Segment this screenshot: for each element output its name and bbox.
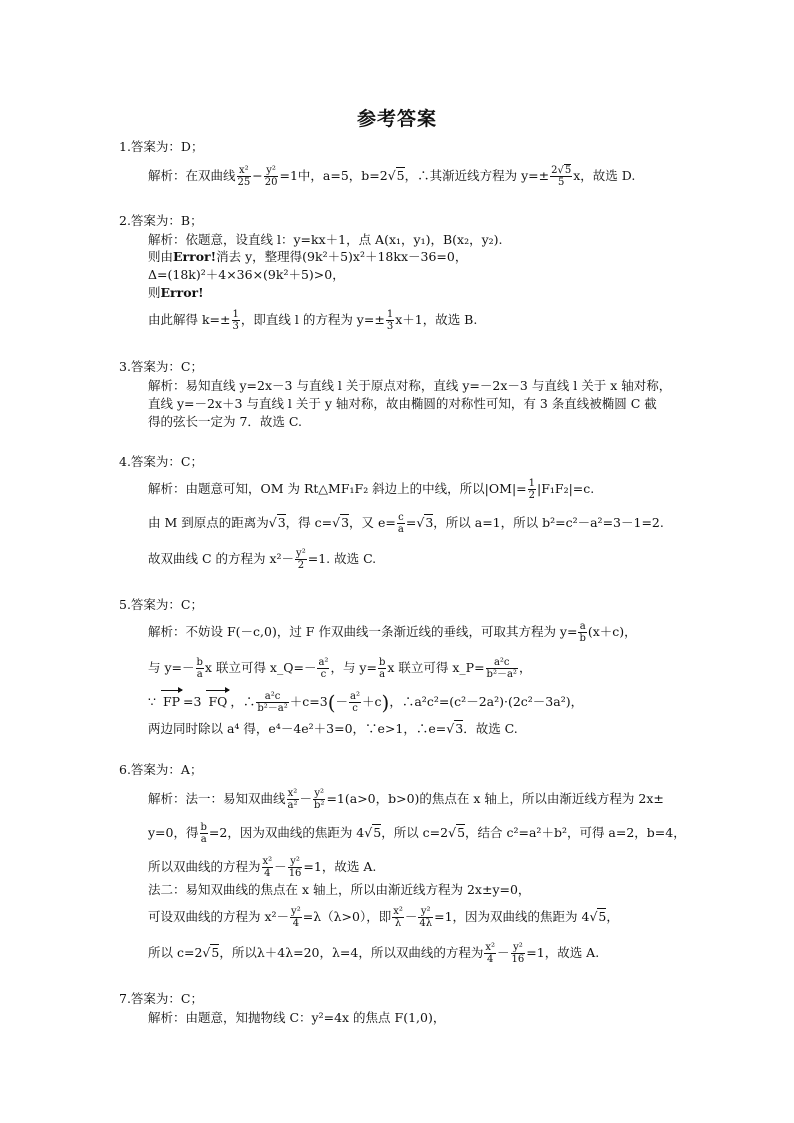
q2-line-2: 则由Error!消去 y，整理得(9k²＋5)x²＋18kx－36=0， <box>148 249 468 264</box>
fraction: $\frac{\text{x²}}{\text{a²}}$ <box>287 788 298 811</box>
fraction: $\frac{b}{a}$ <box>196 657 203 680</box>
q3-answer: 3.答案为：C； <box>119 359 203 374</box>
q5-line-3: ∵ FP =3 FQ ，∴ $\frac{\text{a²c}}{\text{b²－a²}}$ ＋c=3(－ $\frac{\text{a²}}{c}$ ＋c)，∴a²c²=(c²－2a²)·(2c²－3a²)， <box>148 690 584 715</box>
q6-line-6: 所以 c=2√5，所以λ＋4λ=20，λ=4，所以双曲线的方程为 $\frac{\text{x²}}{4}$ － $\frac{\text{y²}}{16}$ =1，故选 A. <box>148 942 600 965</box>
q6-line-5: 可设双曲线的方程为 x²－ $\frac{\text{y²}}{4}$ =λ（λ>0），即 $\frac{\text{x²}}{\lambda}$ － $\frac{\text{y²}}{4\lambda}$ =1，因为双曲线的焦距为 4√5， <box>148 906 619 929</box>
q5-answer: 5.答案为：C； <box>119 597 203 612</box>
q2-line-3: Δ=(18k)²＋4×36×(9k²＋5)>0， <box>148 267 345 282</box>
error-text: Error! <box>160 285 204 300</box>
q5-line-2: 与 y=－ $\frac{b}{a}$ x 联立可得 x_Q=－ $\frac{\text{a²}}{c}$ ，与 y= $\frac{b}{a}$ x 联立可得 x_P= $\frac{\text{a²c}}{\text{b²－a²}}$ ， <box>148 657 532 680</box>
q6-line-2: y=0，得 $\frac{b}{a}$ =2，因为双曲线的焦距为 4√5，所以 c=2√5，结合 c²=a²＋b²，可得 a=2，b=4， <box>148 822 686 845</box>
q6-line-3: 所以双曲线的方程为 $\frac{\text{x²}}{4}$ － $\frac{\text{y²}}{16}$ =1，故选 A. <box>148 856 377 879</box>
fraction: $\frac{\text{x²}}{\lambda}$ <box>393 906 403 929</box>
fraction: $\frac{\text{a²}}{c}$ <box>318 657 329 680</box>
page-title: 参考答案 <box>356 108 437 130</box>
q7-answer: 7.答案为：C； <box>119 991 203 1006</box>
fraction: $\frac{\text{y²}}{2}$ <box>296 548 306 571</box>
q3-line-2: 直线 y=－2x＋3 与直线 l 关于 y 轴对称，故由椭圆的对称性可知，有 3 条直线被椭圆 C 截 <box>148 396 657 411</box>
q4-answer: 4.答案为：C； <box>119 454 203 469</box>
q4-line-2: 由 M 到原点的距离为√3，得 c=√3，又 e= $\frac{c}{a}$ =√3，所以 a=1，所以 b²=c²－a²=3－1=2. <box>148 512 664 535</box>
fraction: $\frac{b}{a}$ <box>200 822 207 845</box>
fraction: $\frac{\text{x²}}{4}$ <box>262 856 273 879</box>
q2-line-1: 解析：依题意，设直线 l：y=kx＋1，点 A(x₁，y₁)，B(x₂，y₂). <box>148 232 503 247</box>
q1-answer: 1.答案为：D； <box>119 139 204 154</box>
fraction: $\frac{\text{y²}}{16}$ <box>511 942 525 965</box>
q2-line-4: 则Error! <box>148 285 204 300</box>
fraction: $\frac{\text{x²}}{25}$ <box>237 165 251 188</box>
q6-line-1: 解析：法一：易知双曲线 $\frac{\text{x²}}{\text{a²}}$ － $\frac{\text{y²}}{\text{b²}}$ =1(a>0，b>0)的焦点在 x 轴上，所以由渐近线方程为 2x± <box>148 788 664 811</box>
fraction: $\frac{2√5}{5}$ <box>551 165 572 188</box>
error-text: Error! <box>173 249 217 264</box>
q7-line-1: 解析：由题意，知抛物线 C：y²=4x 的焦点 F(1,0)， <box>148 1010 446 1025</box>
fraction: $\frac{\text{a²c}}{\text{b²－a²}}$ <box>257 691 288 714</box>
fraction: $\frac{\text{y²}}{4\lambda}$ <box>419 906 433 929</box>
q3-line-3: 得的弦长一定为 7．故选 C. <box>148 414 302 429</box>
fraction: $\frac{\text{x²}}{4}$ <box>485 942 496 965</box>
fraction: $\frac{1}{2}$ <box>528 478 536 501</box>
q1-solution-line: 解析：在双曲线 $\frac{\text{x²}}{25}$ − $\frac{\text{y²}}{20}$ =1中，a=5，b=2√5，∴其渐近线方程为 y=± $\frac{2√5}{5}$ x，故选 D. <box>148 165 636 188</box>
q5-line-4: 两边同时除以 a⁴ 得，e⁴－4e²＋3=0，∵e>1，∴e=√3．故选 C. <box>148 721 518 736</box>
q2-line-5: 由此解得 k=± $\frac{1}{3}$ ，即直线 l 的方程为 y=± $\frac{1}{3}$ x＋1，故选 B. <box>148 309 478 332</box>
fraction: $\frac{1}{3}$ <box>232 309 239 332</box>
q4-line-1: 解析：由题意可知，OM 为 Rt△MF₁F₂ 斜边上的中线，所以|OM|= $\frac{1}{2}$ |F₁F₂|=c. <box>148 478 595 501</box>
vector-fp: FP <box>160 694 183 710</box>
fraction: $\frac{a}{b}$ <box>579 621 586 644</box>
q4-line-3: 故双曲线 C 的方程为 x²－ $\frac{\text{y²}}{2}$ =1. 故选 C. <box>148 548 377 571</box>
q5-line-1: 解析：不妨设 F(－c,0)，过 F 作双曲线一条渐近线的垂线，可取其方程为 y= $\frac{a}{b}$ (x＋c)， <box>148 621 637 644</box>
fraction: $\frac{b}{a}$ <box>378 657 386 680</box>
fraction: $\frac{1}{3}$ <box>386 309 394 332</box>
fraction: $\frac{\text{y²}}{16}$ <box>288 856 302 879</box>
q6-answer: 6.答案为：A； <box>119 762 203 777</box>
q2-answer: 2.答案为：B； <box>119 213 203 228</box>
fraction: $\frac{\text{y²}}{20}$ <box>264 165 278 188</box>
fraction: $\frac{\text{a²c}}{\text{b²－a²}}$ <box>486 657 517 680</box>
fraction: $\frac{\text{y²}}{\text{b²}}$ <box>314 788 325 811</box>
q6-line-4: 法二：易知双曲线的焦点在 x 轴上，所以由渐近线方程为 2x±y=0， <box>148 882 531 897</box>
vector-fq: FQ <box>205 694 230 710</box>
fraction: $\frac{\text{a²}}{c}$ <box>350 691 361 714</box>
fraction: $\frac{c}{a}$ <box>397 512 404 535</box>
fraction: $\frac{\text{y²}}{4}$ <box>291 906 301 929</box>
q3-line-1: 解析：易知直线 y=2x－3 与直线 l 关于原点对称，直线 y=－2x－3 与直线 l 关于 x 轴对称， <box>148 378 672 393</box>
